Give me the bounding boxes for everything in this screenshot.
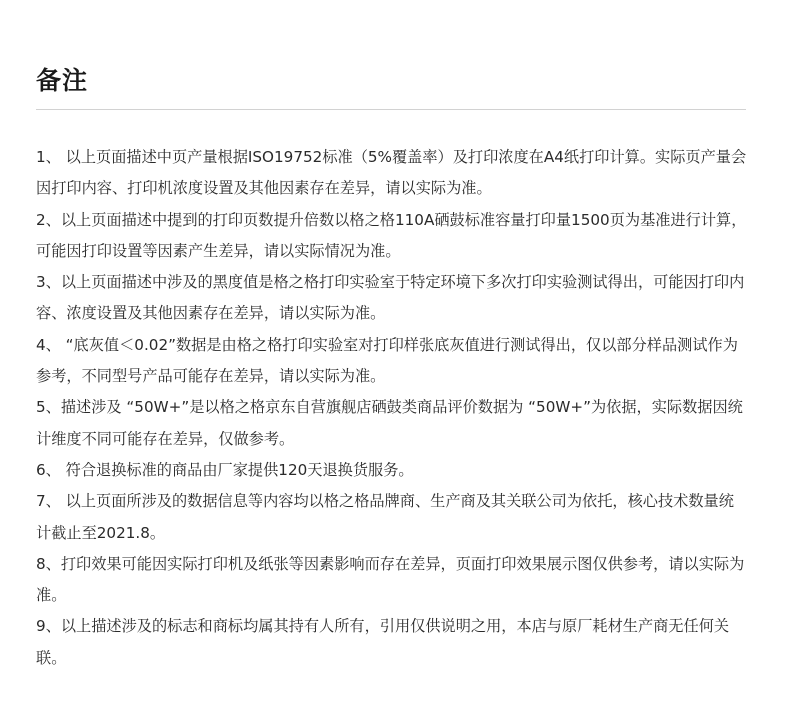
notes-list xyxy=(36,142,748,674)
note-item-1: 1、 以上页面描述中页产量根据ISO19752标准（5%覆盖率）及打印浓度在A4纸打印计算。实际页产量会因打印内容、打印机浓度设置及其他因素存在差异，请以实际为准。 xyxy=(36,148,747,198)
note-item-2: 2、以上页面描述中提到的打印页数提升倍数以格之格110A硒鼓标准容量打印量1500页为基准进行计算，可能因打印设置等因素产生差异，请以实际情况为准。 xyxy=(36,210,747,260)
note-item-8: 8、打印效果可能因实际打印机及纸张等因素影响而存在差异，页面打印效果展示图仅供参考，请以实际为准。 xyxy=(36,554,745,605)
note-item-4: 4、 “底灰值＜0.02”数据是由格之格打印实验室对打印样张底灰值进行测试得出，仅以部分样品测试作为参考，不同型号产品可能存在差异，请以实际为准。 xyxy=(36,335,738,386)
title-divider xyxy=(36,109,746,110)
note-item-7: 7、 以上页面所涉及的数据信息等内容均以格之格品牌商、生产商及其关联公司为依托，核心技术数量统计截止至2021.8。 xyxy=(36,492,734,542)
note-item-5: 5、描述涉及 “50W+”是以格之格京东自营旗舰店硒鼓类商品评价数据为 “50W+”为依据，实际数据因统计维度不同可能存在差异，仅做参考。 xyxy=(36,398,743,448)
note-item-3: 3、以上页面描述中涉及的黑度值是格之格打印实验室于特定环境下多次打印实验测试得出，可能因打印内容、浓度设置及其他因素存在差异，请以实际为准。 xyxy=(36,273,745,323)
note-item-9: 9、以上描述涉及的标志和商标均属其持有人所有，引用仅供说明之用，本店与原厂耗材生产商无任何关联。 xyxy=(36,617,730,667)
page-title: 备注 xyxy=(36,66,89,95)
note-item-6: 6、 符合退换标准的商品由厂家提供120天退换货服务。 xyxy=(36,460,414,479)
